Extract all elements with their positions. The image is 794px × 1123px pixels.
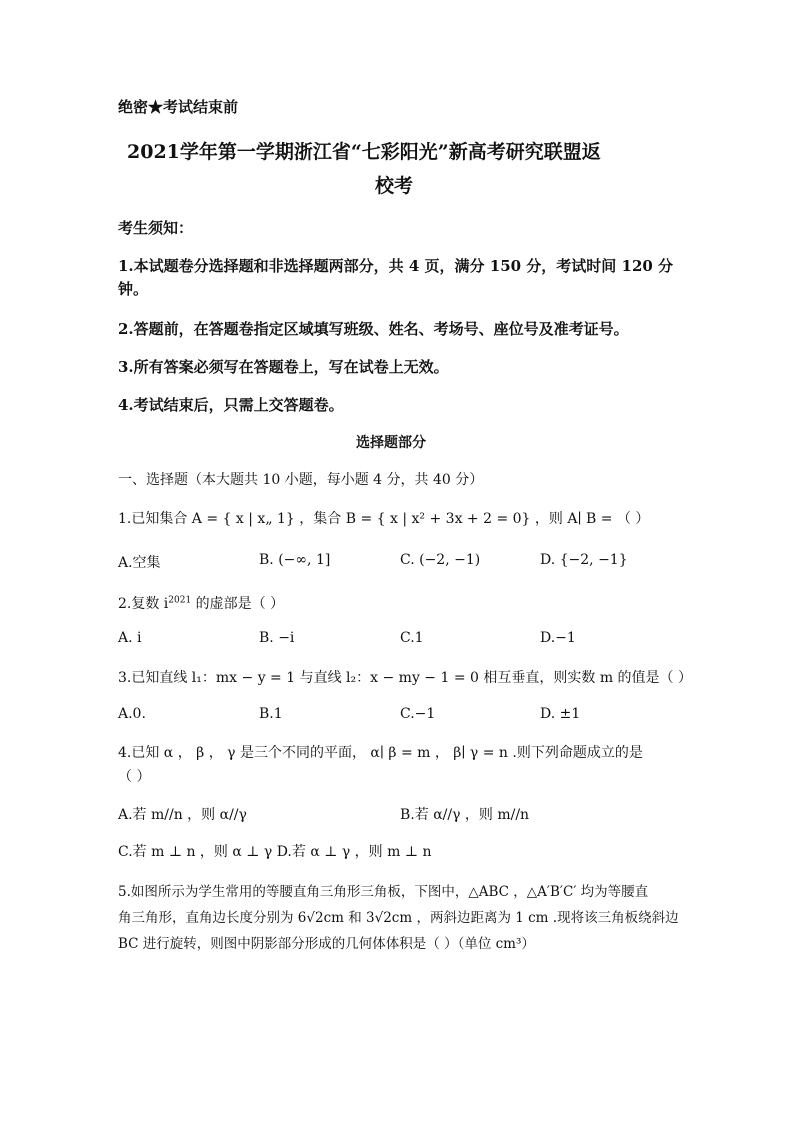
question-4-options-cd: C.若 m ⊥ n ，则 α ⊥ γ D.若 α ⊥ γ ，则 m ⊥ n: [118, 844, 432, 860]
question-1-option-a: A.空集: [118, 555, 161, 571]
question-1-option-d: D. {−2, −1}: [540, 552, 628, 568]
question-2-option-d: D.−1: [540, 630, 576, 646]
question-4-option-a: A.若 m//n ，则 α//γ: [118, 807, 247, 823]
question-2-stem: [118, 593, 284, 613]
question-4-stem-line1: 4.已知 α ， β ， γ 是三个不同的平面， α∣ β = m ， β∣ γ = n .则下列命题成立的是: [118, 745, 643, 761]
notice-item-4: 4.考试结束后，只需上交答题卷。: [118, 396, 344, 414]
question-1-stem: 1.已知集合 A = { x | x„ 1} ，集合 B = { x | x² + 3x + 2 = 0} ，则 A∣ B = （ ）: [118, 511, 650, 527]
notice-item-2: 2.答题前，在答题卷指定区域填写班级、姓名、考场号、座位号及准考证号。: [118, 320, 629, 338]
section-title: 选择题部分: [356, 435, 426, 451]
question-1-option-c: C. (−2, −1): [400, 552, 481, 568]
question-2-stem-post: 的虚部是（ ）: [191, 596, 285, 612]
exam-title-line2: 校考: [375, 175, 414, 197]
question-4-option-b: B.若 α//γ ，则 m//n: [400, 807, 530, 823]
question-3-stem: 3.已知直线 l₁：mx − y = 1 与直线 l₂：x − my − 1 = 0 相互垂直，则实数 m 的值是（ ）: [118, 670, 692, 686]
question-2-exponent: 2021: [168, 595, 192, 606]
confidential-label: 绝密★考试结束前: [118, 98, 239, 116]
question-3-option-d: D. ±1: [540, 706, 581, 722]
notice-item-1-line2: 钟。: [118, 280, 149, 298]
question-2-stem-pre: 2.复数 i: [118, 596, 169, 612]
question-2-option-a: A. i: [118, 630, 142, 646]
exam-title-line1: 2021学年第一学期浙江省“七彩阳光”新高考研究联盟返: [127, 141, 601, 163]
question-3-option-a: A.0.: [118, 706, 146, 722]
question-3-option-b: B.1: [259, 706, 283, 722]
question-2-option-b: B. −i: [259, 630, 295, 646]
question-5-line2: 角三角形，直角边长度分别为 6√2cm 和 3√2cm ，两斜边距离为 1 cm .现将该三角板绕斜边: [118, 910, 679, 926]
question-4-stem-line2: （ ）: [118, 769, 151, 785]
question-1-option-b: B. (−∞, 1]: [259, 552, 331, 568]
question-5-line3: BC 进行旋转，则图中阴影部分形成的几何体体积是（ ）（单位 cm³）: [118, 936, 535, 952]
question-5-line1: 5.如图所示为学生常用的等腰直角三角形三角板，下图中，△ABC ，△A′B′C′ 均为等腰直: [118, 884, 649, 900]
section-intro: 一、选择题（本大题共 10 小题，每小题 4 分，共 40 分）: [118, 472, 484, 488]
notice-heading: 考生须知：: [118, 219, 194, 237]
question-3-option-c: C.−1: [400, 706, 436, 722]
notice-item-3: 3.所有答案必须写在答题卷上，写在试卷上无效。: [118, 358, 449, 376]
question-2-option-c: C.1: [400, 630, 424, 646]
notice-item-1-line1: 1.本试题卷分选择题和非选择题两部分，共 4 页，满分 150 分，考试时间 120 分: [118, 257, 674, 275]
